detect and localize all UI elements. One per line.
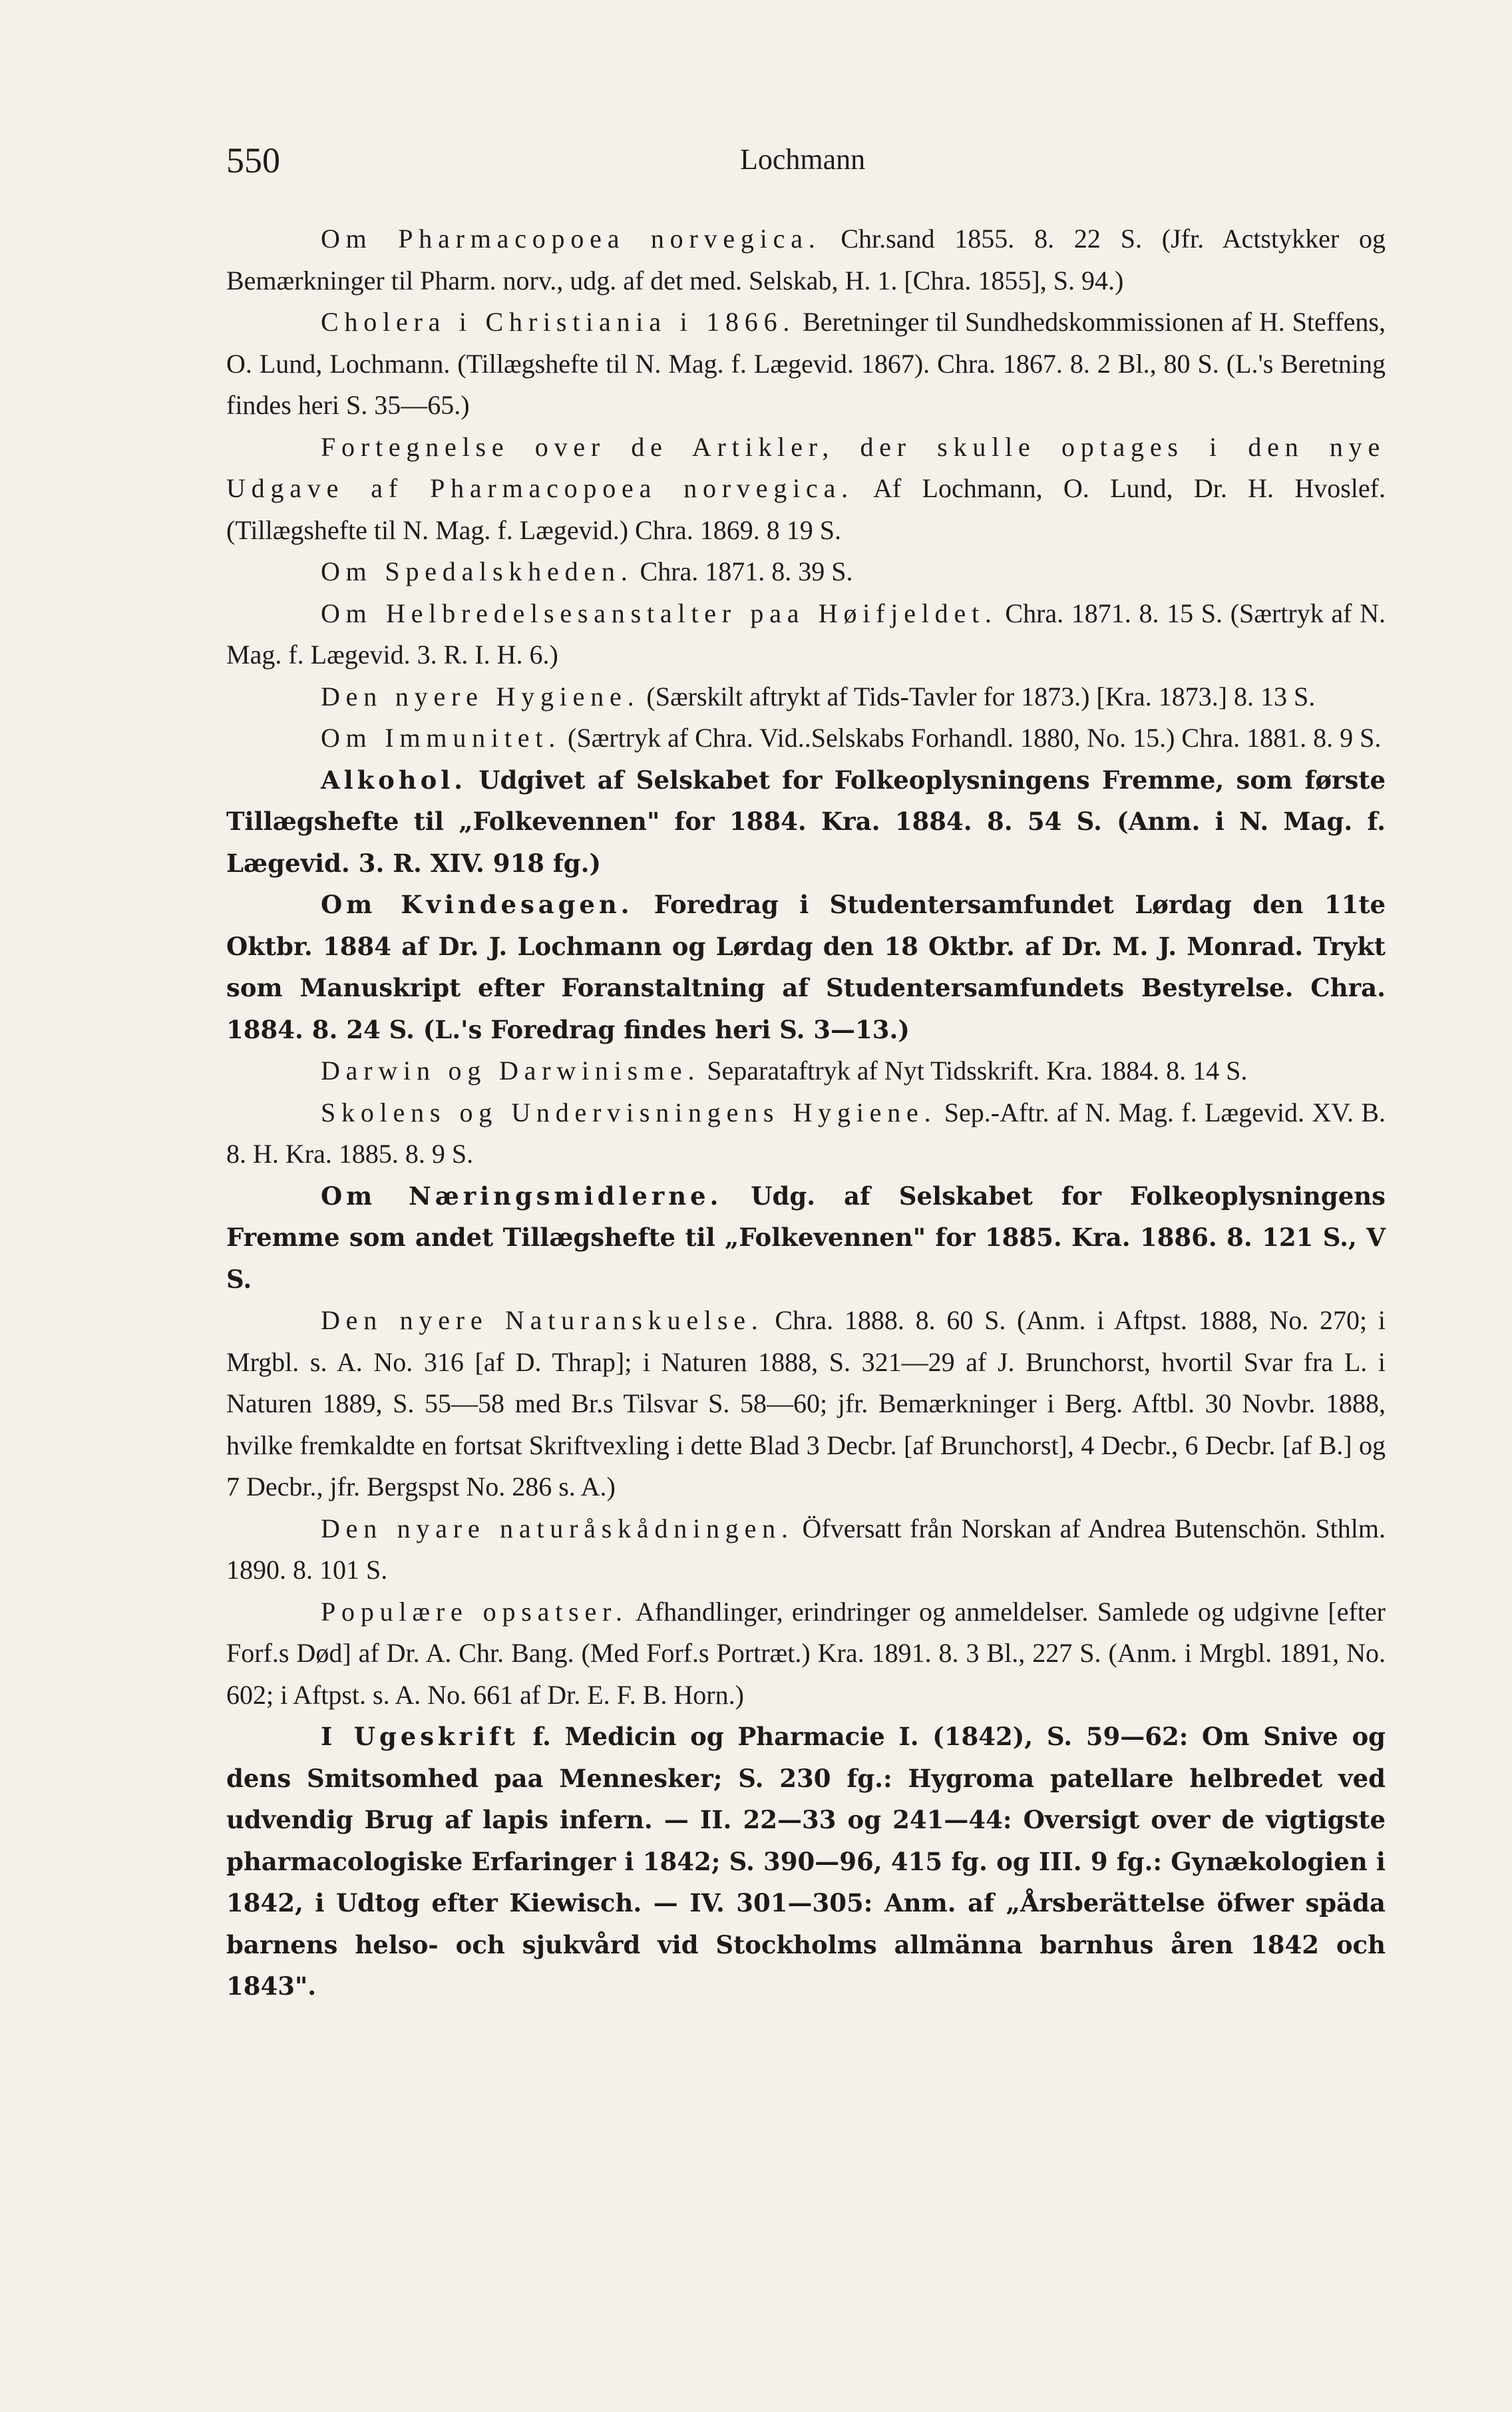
- entry-title: Om Næringsmidlerne.: [321, 1181, 723, 1211]
- entry-details: Udgivet af Selskabet for Folkeoplysningens Fremme, som første Tillægshefte til „Folkevennen" for 1884. Kra. 1884. 8. 54 S. (Anm. i N. Mag. f. Lægevid. 3. R. XIV. 918 fg.): [226, 765, 1386, 878]
- entry-title: Alkohol.: [321, 765, 467, 795]
- entry-title: Skolens og Undervisningens Hygiene.: [321, 1097, 937, 1127]
- bibliography-entry: [226, 1508, 1386, 1591]
- entry-title: I Ugeskrift: [321, 1722, 519, 1751]
- entry-details: Udg. af Selskabet for Folkeoplysningens Fremme som andet Tillægshefte til „Folkevennen" for 1885. Kra. 1886. 8. 121 S., V S.: [226, 1181, 1386, 1294]
- bibliography-entry: [226, 218, 1386, 302]
- entry-details: Beretninger til Sundhedskommissionen af H. Steffens, O. Lund, Lochmann. (Tillægshefte til N. Mag. f. Lægevid. 1867). Chra. 1867. 8. 2 Bl., 80 S. (L.'s Beretning findes heri S. 35—65.): [226, 307, 1386, 420]
- bibliography-entry: [226, 551, 1386, 593]
- entry-title: Om Pharmacopoea norvegica.: [321, 224, 821, 254]
- bibliography-entry: [226, 593, 1386, 676]
- entry-title: Darwin og Darwinisme.: [321, 1056, 701, 1086]
- bibliography-entry: [226, 1092, 1386, 1175]
- entry-details: Separataftryk af Nyt Tidsskrift. Kra. 1884. 8. 14 S.: [700, 1056, 1248, 1086]
- running-head: Lochmann: [740, 143, 866, 176]
- entry-details: (Særtryk af Chra. Vid..Selskabs Forhandl. 1880, No. 15.) Chra. 1881. 8. 9 S.: [561, 723, 1382, 753]
- entry-title: Om Spedalskheden.: [321, 556, 634, 586]
- entry-details: Af Lochmann, O. Lund, Dr. H. Hvoslef. (Tillægshefte til N. Mag. f. Lægevid.) Chra. 1869. 8 19 S.: [226, 473, 1386, 545]
- bibliography-entry: [226, 717, 1386, 759]
- entry-details: (Særskilt aftrykt af Tids-Tavler for 1873.) [Kra. 1873.] 8. 13 S.: [640, 681, 1316, 711]
- entry-title: Om Kvindesagen.: [321, 890, 634, 919]
- entry-title: Om Immunitet.: [321, 723, 562, 753]
- bibliography-entry: [226, 1050, 1386, 1092]
- entry-title: Fortegnelse over de Artikler, der skulle optages i den nye Udgave af Pharmacopoea norvegica.: [226, 431, 1386, 503]
- entry-title: Om Helbredelsesanstalter paa Høifjeldet.: [321, 598, 998, 628]
- entry-details: Foredrag i Studentersamfundet Lørdag den 11te Oktbr. 1884 af Dr. J. Lochmann og Lørdag den 18 Oktbr. af Dr. M. J. Monrad. Trykt som Manuskript efter Foranstaltning af Studentersamfundets Bestyrelse. Chra. 1884. 8. 24 S. (L.'s Foredrag findes heri S. 3—13.): [226, 890, 1386, 1044]
- entry-details: Öfversatt från Norskan af Andrea Butenschön. Sthlm. 1890. 8. 101 S.: [226, 1513, 1386, 1585]
- bibliography-entry: [226, 1300, 1386, 1508]
- entry-title: Den nyere Hygiene.: [321, 681, 640, 711]
- page-number: 550: [226, 140, 280, 180]
- bibliography-entry: [226, 302, 1386, 427]
- bibliography-entry: [226, 427, 1386, 552]
- bibliography-list: [226, 218, 1386, 2007]
- entry-title: Cholera i Christiania i 1866.: [321, 307, 796, 337]
- entry-details: Chr.sand 1855. 8. 22 S. (Jfr. Actstykker og Bemærkninger til Pharm. norv., udg. af det med. Selskab, H. 1. [Chra. 1855], S. 94.): [226, 224, 1386, 296]
- entry-title: Den nyere Naturanskuelse.: [321, 1305, 764, 1335]
- entry-details: Sep.-Aftr. af N. Mag. f. Lægevid. XV. B. 8. H. Kra. 1885. 8. 9 S.: [226, 1097, 1386, 1169]
- entry-title: Den nyare naturåskådningen.: [321, 1513, 794, 1543]
- entry-details: Chra. 1871. 8. 39 S.: [633, 556, 853, 586]
- bibliography-entry: [226, 676, 1386, 718]
- bibliography-entry: [226, 1175, 1386, 1301]
- bibliography-entry: [226, 884, 1386, 1050]
- bibliography-entry: [226, 1716, 1386, 2007]
- entry-details: f. Medicin og Pharmacie I. (1842), S. 59—62: Om Snive og dens Smitsomhed paa Mennesker; S. 230 fg.: Hygroma patellare helbredet ved udvendig Brug af lapis infern. — II. 22—33 og 241—44: Oversigt over de vigtigste pharmacologiske Erfaringer i 1842; S. 390—96, 415 fg. og III. 9 fg.: Gynækologien i 1842, i Udtog efter Kiewisch. — IV. 301—305: Anm. af „Årsberättelse öfwer späda barnens helso- och sjukvård vid Stockholms allmänna barnhus åren 1842 och 1843".: [226, 1722, 1386, 2001]
- entry-details: Afhandlinger, erindringer og anmeldelser. Samlede og udgivne [efter Forf.s Død] af Dr. A. Chr. Bang. (Med Forf.s Portræt.) Kra. 1891. 8. 3 Bl., 227 S. (Anm. i Mrgbl. 1891, No. 602; i Aftpst. s. A. No. 661 af Dr. E. F. B. Horn.): [226, 1596, 1386, 1710]
- entry-details: Chra. 1888. 8. 60 S. (Anm. i Aftpst. 1888, No. 270; i Mrgbl. s. A. No. 316 [af D. Thrap]; i Naturen 1888, S. 321—29 af J. Brunchorst, hvortil Svar fra L. i Naturen 1889, S. 55—58 med Br.s Tilsvar S. 58—60; jfr. Bemærkninger i Berg. Aftbl. 30 Novbr. 1888, hvilke fremkaldte en fortsat Skriftvexling i dette Blad 3 Decbr. [af Brunchorst], 4 Decbr., 6 Decbr. [af B.] og 7 Decbr., jfr. Bergspst No. 286 s. A.): [226, 1305, 1386, 1502]
- entry-title: Populære opsatser.: [321, 1596, 628, 1627]
- bibliography-entry: [226, 759, 1386, 885]
- entry-details: Chra. 1871. 8. 15 S. (Særtryk af N. Mag. f. Lægevid. 3. R. I. H. 6.): [226, 598, 1386, 670]
- bibliography-entry: [226, 1591, 1386, 1716]
